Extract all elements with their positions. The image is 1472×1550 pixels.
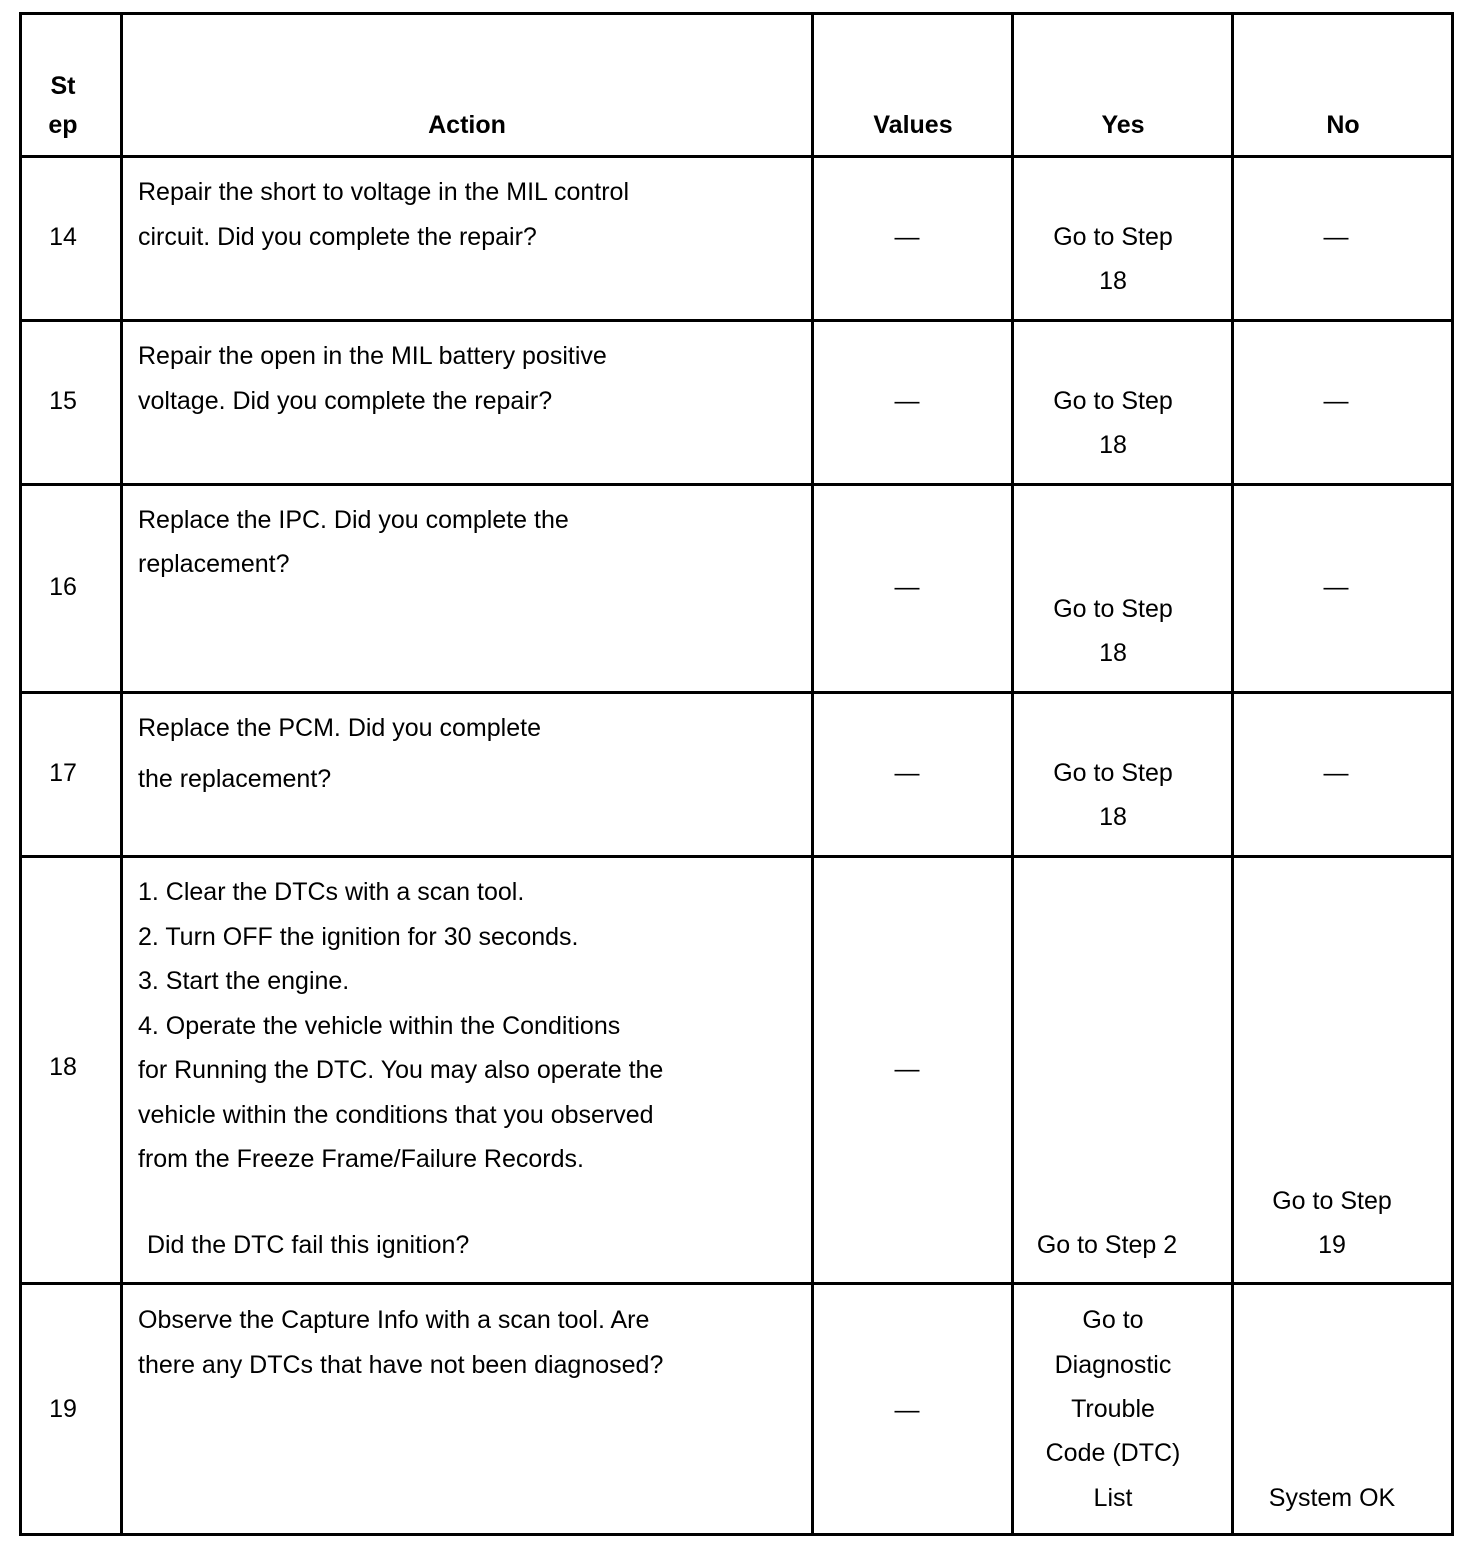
no-line: — bbox=[1323, 573, 1349, 601]
yes-line: Go to Step 2 bbox=[1036, 1231, 1178, 1259]
header-action: Action bbox=[428, 111, 506, 139]
values-cell: — bbox=[894, 759, 920, 787]
action-line: Repair the short to voltage in the MIL control bbox=[138, 178, 630, 206]
values-cell: — bbox=[894, 1055, 920, 1083]
yes-line: 18 bbox=[1099, 267, 1127, 295]
yes-line: Go to bbox=[1082, 1306, 1144, 1334]
yes-line: Go to Step bbox=[1053, 387, 1173, 415]
action-line: replacement? bbox=[138, 550, 290, 578]
row-divider bbox=[19, 855, 1454, 858]
action-line: 2. Turn OFF the ignition for 30 seconds. bbox=[138, 923, 579, 951]
action-line: for Running the DTC. You may also operate the bbox=[138, 1056, 664, 1084]
step-number: 15 bbox=[49, 387, 77, 415]
action-line: from the Freeze Frame/Failure Records. bbox=[138, 1145, 584, 1173]
no-line: System OK bbox=[1268, 1484, 1396, 1512]
action-line: there any DTCs that have not been diagnosed? bbox=[138, 1351, 664, 1379]
step-number: 18 bbox=[49, 1053, 77, 1081]
yes-line: Go to Step bbox=[1053, 759, 1173, 787]
header-values: Values bbox=[873, 111, 953, 139]
header-no: No bbox=[1326, 111, 1360, 139]
action-line: Replace the IPC. Did you complete the bbox=[138, 506, 569, 534]
step-number: 14 bbox=[49, 223, 77, 251]
action-line: Did the DTC fail this ignition? bbox=[140, 1231, 470, 1259]
row-divider bbox=[19, 1282, 1454, 1285]
step-number: 16 bbox=[49, 573, 77, 601]
no-line: 19 bbox=[1318, 1231, 1346, 1259]
action-line: 3. Start the engine. bbox=[138, 967, 350, 995]
action-line: 4. Operate the vehicle within the Conditions bbox=[138, 1012, 621, 1040]
yes-line: Trouble bbox=[1071, 1395, 1155, 1423]
yes-line: Diagnostic bbox=[1054, 1351, 1172, 1379]
step-number: 19 bbox=[49, 1395, 77, 1423]
no-line: — bbox=[1323, 759, 1349, 787]
no-line: — bbox=[1323, 387, 1349, 415]
action-line: the replacement? bbox=[138, 765, 332, 793]
header-step-line1: St bbox=[50, 72, 76, 100]
action-line: Replace the PCM. Did you complete bbox=[138, 714, 541, 742]
header-yes: Yes bbox=[1101, 111, 1145, 139]
values-cell: — bbox=[894, 223, 920, 251]
action-line: circuit. Did you complete the repair? bbox=[138, 223, 537, 251]
yes-line: Go to Step bbox=[1053, 595, 1173, 623]
no-line: Go to Step bbox=[1272, 1187, 1392, 1215]
action-line: Observe the Capture Info with a scan tool. Are bbox=[138, 1306, 650, 1334]
row-divider bbox=[19, 483, 1454, 486]
row-divider bbox=[19, 155, 1454, 158]
no-line: — bbox=[1323, 223, 1349, 251]
yes-line: 18 bbox=[1099, 431, 1127, 459]
values-cell: — bbox=[894, 387, 920, 415]
action-line: Repair the open in the MIL battery positive bbox=[138, 342, 607, 370]
yes-line: Go to Step bbox=[1053, 223, 1173, 251]
step-number: 17 bbox=[49, 759, 77, 787]
column-divider bbox=[120, 15, 123, 1533]
yes-line: 18 bbox=[1099, 639, 1127, 667]
row-divider bbox=[19, 319, 1454, 322]
header-step-line2: ep bbox=[48, 111, 78, 139]
action-line: 1. Clear the DTCs with a scan tool. bbox=[138, 878, 525, 906]
row-divider bbox=[19, 691, 1454, 694]
yes-line: Code (DTC) bbox=[1045, 1439, 1181, 1467]
table-border-right bbox=[1451, 15, 1454, 1533]
values-cell: — bbox=[894, 573, 920, 601]
yes-line: 18 bbox=[1099, 803, 1127, 831]
action-line: vehicle within the conditions that you observed bbox=[138, 1101, 654, 1129]
values-cell: — bbox=[894, 1396, 920, 1424]
yes-line: List bbox=[1093, 1484, 1133, 1512]
action-line: voltage. Did you complete the repair? bbox=[138, 387, 553, 415]
